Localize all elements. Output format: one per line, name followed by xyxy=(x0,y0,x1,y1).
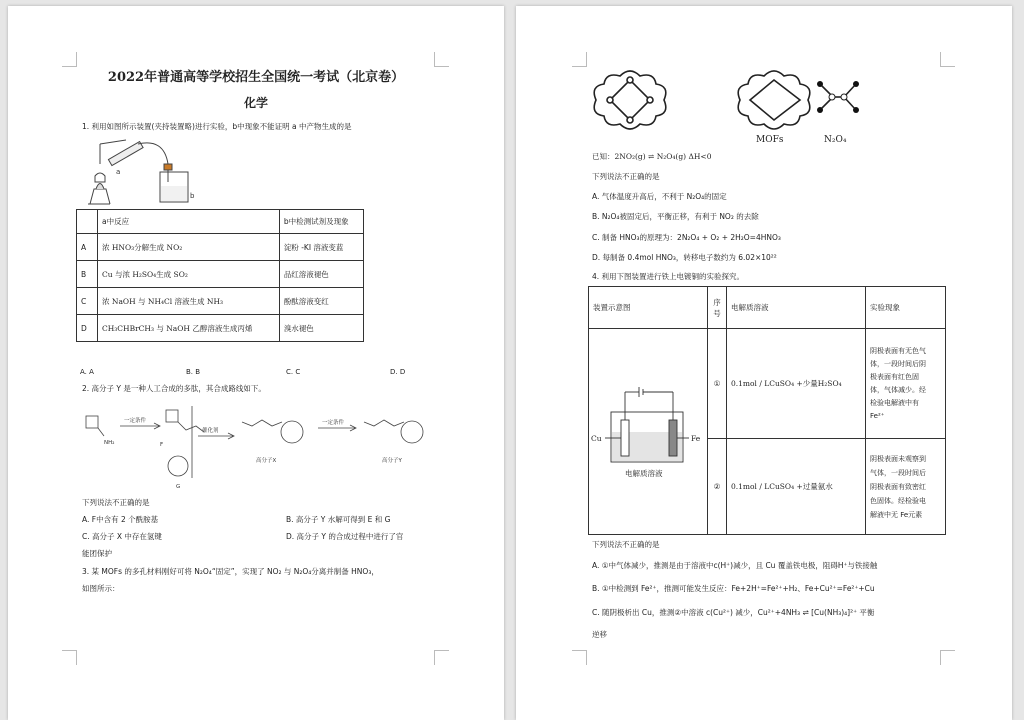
scheme-label-f: F xyxy=(160,442,164,448)
q4-option-b: B. ①中检测到 Fe²⁺，推测可能发生反应：Fe+2H⁺=Fe²⁺+H₂、Fe+Cu²⁺=Fe²⁺+Cu xyxy=(592,584,875,593)
subject-title: 化学 xyxy=(243,96,268,110)
phenomenon-line: 色固体。经检验电 xyxy=(870,496,926,505)
table-row xyxy=(77,315,364,342)
row-detection: 品红溶液褪色 xyxy=(279,261,363,288)
q4-header-number xyxy=(708,287,727,329)
q1-text: 1. 利用如图所示装置(夹持装置略)进行实验，b中现象不能证明 a 中产物生成的是 xyxy=(82,122,352,131)
mofs-label: MOFs xyxy=(756,135,784,145)
number-header-line: 序 xyxy=(713,297,721,307)
q3-option-a: A. 气体温度升高后，不利于 N₂O₄的固定 xyxy=(592,192,727,201)
q3-option-d: D. 每制备 0.4mol HNO₃，转移电子数约为 6.02×10²² xyxy=(592,253,777,262)
crop-mark xyxy=(572,52,587,67)
phenomenon-line: Fe²⁺ xyxy=(870,411,885,420)
q2-option-d-cont: 能团保护 xyxy=(82,549,112,558)
q3-text: 3. 某 MOFs 的多孔材料刚好可将 N₂O₄“固定”，实现了 NO₂ 与 N₂O₄分离并制备 HNO₃， xyxy=(82,567,379,576)
phenomenon-line: 阴极表面有致密红 xyxy=(870,482,926,491)
q2-text: 2. 高分子 Y 是一种人工合成的多肽，其合成路线如下。 xyxy=(82,384,266,393)
crop-mark xyxy=(940,650,955,665)
scheme-label-y: 高分子Y xyxy=(382,458,402,464)
row-reaction: CH₃CHBrCH₃ 与 NaOH 乙醇溶液生成丙烯 xyxy=(98,315,280,342)
electrolyte-caption: 电解质溶液 xyxy=(625,468,663,478)
scheme-cond1: 一定条件 xyxy=(124,418,147,424)
q4-apparatus-cell xyxy=(589,329,708,535)
crop-mark xyxy=(940,52,955,67)
table-row xyxy=(77,261,364,288)
crop-mark xyxy=(62,650,77,665)
row-letter: C xyxy=(77,288,98,315)
q2-stem: 下列说法不正确的是 xyxy=(82,498,150,507)
q3-option-b: B. N₂O₄被固定后，平衡正移，有利于 NO₂ 的去除 xyxy=(592,212,759,221)
q1-header-blank xyxy=(77,210,98,234)
table-row xyxy=(589,329,946,439)
row-letter: D xyxy=(77,315,98,342)
phenomenon-line: 体，气体减少。经 xyxy=(870,385,926,394)
row-reaction: 浓 HNO₃分解生成 NO₂ xyxy=(98,234,280,261)
row-reaction: Cu 与浓 H₂SO₄生成 SO₂ xyxy=(98,261,280,288)
q1-option-a: A. A xyxy=(80,368,94,376)
crop-mark xyxy=(62,52,77,67)
row-detection: 淀粉 -KI 溶液变蓝 xyxy=(279,234,363,261)
row-phenomenon xyxy=(866,329,946,439)
q4-table xyxy=(588,286,946,535)
crop-mark xyxy=(572,650,587,665)
scheme-nh2: NH₂ xyxy=(104,440,115,446)
row-detection: 酚酞溶液变红 xyxy=(279,288,363,315)
row-number: ① xyxy=(708,329,727,439)
mofs-figure xyxy=(588,66,868,146)
q4-stem: 下列说法不正确的是 xyxy=(592,540,660,549)
row-letter: A xyxy=(77,234,98,261)
q4-header-phenomenon: 实验现象 xyxy=(866,287,946,329)
number-header-line: 号 xyxy=(713,308,721,318)
q3-text2: 如图所示： xyxy=(82,584,120,593)
phenomenon-line: 气体，一段时间后 xyxy=(870,468,926,477)
scheme-cond3: 一定条件 xyxy=(322,420,345,426)
row-detection: 溴水褪色 xyxy=(279,315,363,342)
scheme-cond2: 催化剂 xyxy=(202,428,219,434)
q2-synthesis-scheme xyxy=(74,402,444,490)
q4-header-solution: 电解质溶液 xyxy=(727,287,866,329)
phenomenon-line: 极表面有红色固 xyxy=(870,372,919,381)
row-solution: 0.1mol / LCuSO₄ +过量氨水 xyxy=(727,439,866,535)
q4-option-c: C. 随阴极析出 Cu，推测②中溶液 c(Cu²⁺) 减少，Cu²⁺+4NH₃ ⇌ [Cu(NH₃)₄]²⁺ 平衡 xyxy=(592,608,875,617)
crop-mark xyxy=(434,52,449,67)
q1-table xyxy=(76,209,364,342)
phenomenon-line: 解液中无 Fe元素 xyxy=(870,510,923,519)
q2-option-c: C. 高分子 X 中存在氢键 xyxy=(82,532,162,541)
exam-title: 2022年普通高等学校招生全国统一考试（北京卷） xyxy=(107,70,405,85)
phenomenon-line: 体，一段时间后阴 xyxy=(870,359,926,368)
crop-mark xyxy=(434,650,449,665)
row-number: ② xyxy=(708,439,727,535)
q3-stem: 下列说法不正确的是 xyxy=(592,172,660,181)
q3-option-c: C. 制备 HNO₃的原理为：2N₂O₄ + O₂ + 2H₂O=4HNO₃ xyxy=(592,233,781,242)
table-row xyxy=(77,288,364,315)
electroplating-apparatus xyxy=(589,332,707,532)
q4-option-c-cont: 逆移 xyxy=(592,630,607,639)
row-reaction: 浓 NaOH 与 NH₄Cl 溶液生成 NH₃ xyxy=(98,288,280,315)
phenomenon-line: 阴极表面未观察到 xyxy=(870,454,926,463)
phenomenon-line: 检验电解液中有 xyxy=(870,398,919,407)
q4-option-a: A. ①中气体减少，推测是由于溶液中c(H⁺)减少，且 Cu 覆盖铁电极，阻碍H⁺与铁接触 xyxy=(592,561,878,570)
fig-label-a: a xyxy=(116,168,121,176)
known-equation: 已知：2NO₂(g) ⇌ N₂O₄(g) ΔH<0 xyxy=(592,152,712,161)
phenomenon-line: 阴极表面有无色气 xyxy=(870,346,926,355)
fig-label-b: b xyxy=(190,192,195,200)
electrode-cu-label: Cu xyxy=(591,433,602,443)
q1-header-detection: b中检测试剂及现象 xyxy=(279,210,363,234)
q4-header-apparatus: 装置示意图 xyxy=(589,287,708,329)
n2o4-label: N₂O₄ xyxy=(824,135,847,145)
row-letter: B xyxy=(77,261,98,288)
table-row xyxy=(77,234,364,261)
document-page-left xyxy=(8,6,504,720)
row-solution: 0.1mol / LCuSO₄ +少量H₂SO₄ xyxy=(727,329,866,439)
q1-header-reaction: a中反应 xyxy=(98,210,280,234)
q1-option-b: B. B xyxy=(186,368,201,376)
q4-text: 4. 利用下图装置进行铁上电镀铜的实验探究。 xyxy=(592,272,745,281)
q1-option-c: C. C xyxy=(286,368,301,376)
q2-option-d: D. 高分子 Y 的合成过程中进行了官 xyxy=(286,532,404,541)
q2-option-a: A. F中含有 2 个酰胺基 xyxy=(82,515,159,524)
q2-option-b: B. 高分子 Y 水解可得到 E 和 G xyxy=(286,515,391,524)
document-page-right xyxy=(516,6,1012,720)
scheme-label-x: 高分子X xyxy=(256,458,277,464)
q1-option-d: D. D xyxy=(390,368,406,376)
q1-apparatus-figure xyxy=(80,134,200,210)
row-phenomenon xyxy=(866,439,946,535)
electrode-fe-label: Fe xyxy=(691,433,701,443)
scheme-label-g: G xyxy=(176,484,181,490)
